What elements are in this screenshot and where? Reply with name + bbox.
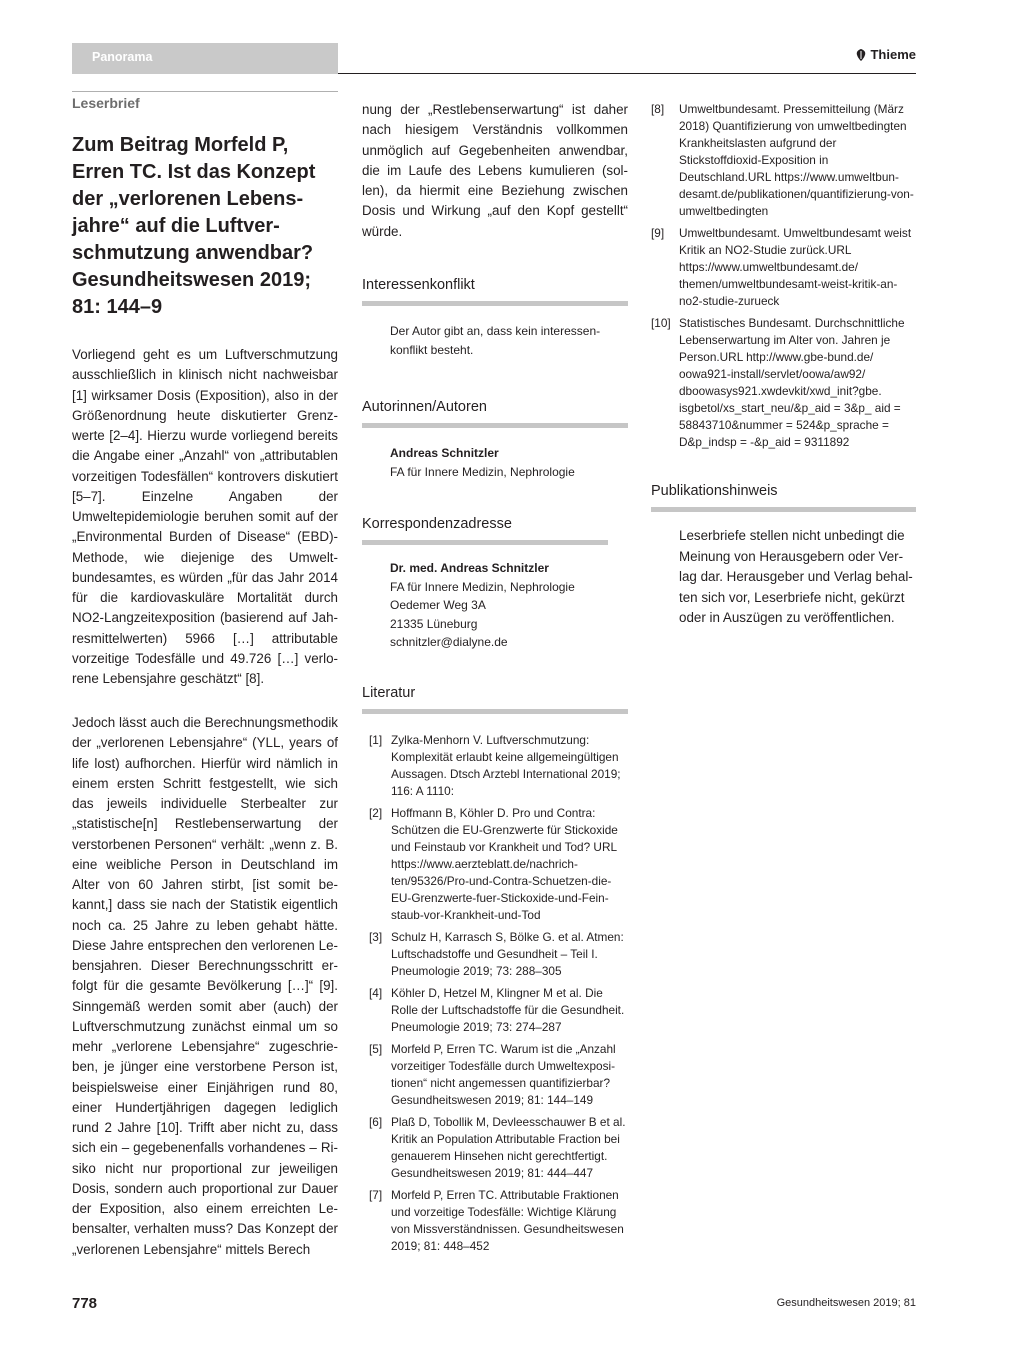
header-rule xyxy=(338,73,916,74)
literature-section xyxy=(362,685,628,714)
reference-number: [5] xyxy=(369,1042,383,1056)
reference-text: Köhler D, Hetzel M, Klingner M et al. Die Rolle der Luftschadstoffe für die Gesundheit. Pneumologie 2019; 73: 274–287 xyxy=(391,986,625,1034)
literature-heading-bar xyxy=(362,709,628,714)
publication-note-heading-bar xyxy=(651,507,916,512)
reference-number: [8] xyxy=(651,102,665,116)
reference-text: Schulz H, Karrasch S, Bölke G. et al. Atmen: Luftschadstoffe und Gesundheit – Teil I. Pneumologie 2019; 73: 288–305 xyxy=(391,930,624,978)
reference-text: Zylka-Menhorn V. Luftverschmutzung: Komplexität erlaubt keine allgemeingültigen Aussagen. Dtsch Arztebl International 2019; 116: A 1110: xyxy=(391,733,621,798)
reference-text: Morfeld P, Erren TC. Warum ist die „Anzahl vorzeitiger Todesfälle durch Umweltexpositionen“ nicht angemessen quantifizierbar? Gesundheitswesen 2019; 81: 144–149 xyxy=(391,1042,616,1107)
reference-text: Umweltbundesamt. Pressemitteilung (März 2018) Quantifizierung von umweltbedingten Krankheitslasten aufgrund der Stickstoffdioxid-Exposition in Deutschland.URL https://www.umweltbundesamt.de/publikationen/quantifizierung-von-umweltbedingten xyxy=(679,102,914,218)
reference-item xyxy=(651,315,916,451)
reference-number: [4] xyxy=(369,986,383,1000)
correspondence-city: 21335 Lüneburg xyxy=(390,616,478,631)
authors-heading: Autorinnen/Autoren xyxy=(362,399,487,415)
reference-item xyxy=(369,1041,627,1109)
reference-item xyxy=(369,1114,627,1182)
reference-number: [10] xyxy=(651,316,671,330)
body-paragraph-2: Jedoch lässt auch die Berechnungsmethodik der „verlorenen Lebensjahre“ (YLL, years of life lost) aufhorchen. Hierfür wird nämlich in einem ersten Schritt festgestellt, wie sich das jeweils individuelle Sterbealter zur „statistische[n] Restlebenserwartung der verstorbenen Personen“ verhält: „wenn z. B. eine weibliche Person in Deutschland im Alter von 60 Jahren stirbt, [ist somit bekannt,] dass sie nach der Statistik eigentlich noch ca. 25 Jahre zu leben gehabt hätte. Diese Jahre entsprechen den verlorenen Lebensjahren. Dieser Berechnungsschritt erfolgt für die gesamte Bevölkerung […]“ [9]. Sinngemäß werden somit aber (auch) der Luftverschmutzung zunächst einmal um so mehr „verlorene Lebensjahre“ zugeschrieben, je jünger eine verstorbene Person ist, beispielsweise einer Einjährigen rund 80, einer Hundertjährigen dagegen lediglich rund 2 Jahre [10]. Trifft aber nicht zu, dass sich ein – gegebenenfalls vorhandenes – Risiko nicht nur proportional zur jeweiligen Dosis, sondern auch proportional zur Dauer der Exposition, also einem erreichten Lebensalter, verhalten muss? Das Konzept der „verlorenen Lebensjahre“ mittels Berech xyxy=(72,715,338,1257)
correspondence-section xyxy=(362,516,628,652)
section-tag-banner xyxy=(72,43,338,74)
publisher-logo xyxy=(856,47,916,62)
journal-citation: Gesundheitswesen 2019; 81 xyxy=(776,1297,916,1309)
conflict-text: Der Autor gibt an, dass kein interessenkonflikt besteht. xyxy=(390,324,601,357)
authors-heading-bar xyxy=(362,423,628,428)
reference-item xyxy=(651,225,916,310)
reference-item xyxy=(369,732,627,800)
reference-text: Umweltbundesamt. Umweltbundesamt weist Kritik an NO2-Studie zurück.URL https://www.umweltbundesamt.de/ themen/umweltbundesamt-weist-kritik-an-no2-studie-zurueck xyxy=(679,226,912,308)
reference-item xyxy=(369,1187,627,1255)
reference-list-col3 xyxy=(651,101,916,456)
reference-text: Plaß D, Tobollik M, Devleesschauwer B et al. Kritik an Population Attributable Fraction bei genauerem Hinsehen nicht gerechtfertigt. Gesundheitswesen 2019; 81: 444–447 xyxy=(391,1115,626,1180)
correspondence-affiliation: FA für Innere Medizin, Nephrologie xyxy=(390,579,575,594)
publication-note-heading: Publikationshinweis xyxy=(651,483,778,499)
reference-item xyxy=(369,985,627,1036)
page-number: 778 xyxy=(72,1295,98,1312)
reference-number: [2] xyxy=(369,806,383,820)
reference-number: [7] xyxy=(369,1188,383,1202)
author-affiliation: FA für Innere Medizin, Nephrologie xyxy=(390,464,575,479)
conflict-heading-bar xyxy=(362,301,628,306)
literature-heading: Literatur xyxy=(362,685,416,701)
reference-text: Statistisches Bundesamt. Durchschnittliche Lebenserwartung im Alter von. Jahren je Person.URL http://www.gbe-bund.de/ oowa921-install/servlet/oowa/aw92/ dboowasys921.xwdevkit/xwd_init?gbe. isgbetol/xs_start_neu/&p_aid = 3&p_ aid = 58843710&nummer = 524&p_sprache = D&p_indsp = -&p_aid = 9311892 xyxy=(679,316,905,449)
article-type-label: Leserbrief xyxy=(72,95,140,111)
publication-note-text: Leserbriefe stellen nicht unbedingt die Meinung von Herausgebern oder Verlag dar. Herausgeber und Verlag behalten sich vor, Leserbriefe nicht, gekürzt oder in Auszügen zu veröffentlichen. xyxy=(679,528,913,625)
article-title: Zum Beitrag Morfeld P, Erren TC. Ist das Konzept der „verlorenen Lebensjahre“ auf die Luftverschmutzung anwendbar? Gesundheitswesen 2019; 81: 144–9 xyxy=(72,134,316,318)
publisher-name: Thieme xyxy=(870,47,916,62)
body-paragraph-2-continued: nung der „Restlebenserwartung“ ist daher nach hiesigem Verständnis vollkommen unmöglich auf Gegebenheiten anwendbar, die im Laufe des Lebens kumulieren (sollen), da hiermit eine Beziehung zwischen Dosis und Wirkung „auf den Kopf gestellt“ würde. xyxy=(362,102,628,239)
reference-number: [6] xyxy=(369,1115,383,1129)
conflict-section xyxy=(362,277,628,359)
reference-list-col2 xyxy=(369,732,627,1260)
conflict-heading: Interessenkonflikt xyxy=(362,277,475,293)
authors-section xyxy=(362,399,628,481)
reference-item xyxy=(369,929,627,980)
correspondence-heading-bar xyxy=(362,540,608,545)
correspondence-street: Oedemer Weg 3A xyxy=(390,598,486,612)
reference-text: Morfeld P, Erren TC. Attributable Fraktionen und vorzeitige Todesfälle: Wichtige Klärung von Missverständnissen. Gesundheitswesen 2019; 81: 448–452 xyxy=(391,1188,624,1253)
reference-text: Hoffmann B, Köhler D. Pro und Contra: Schützen die EU-Grenzwerte für Stickoxide und Feinstaub vor Krankheit und Tod? URL https://www.aerzteblatt.de/nachrichten/95326/Pro-und-Contra-Schuetzen-die-EU-Grenzwerte-fuer-Stickoxide-und-Feinstaub-vor-Krankheit-und-Tod xyxy=(391,806,618,922)
reference-item xyxy=(651,101,916,220)
correspondence-name: Dr. med. Andreas Schnitzler xyxy=(390,561,549,575)
thieme-emblem-icon xyxy=(856,49,866,61)
section-tag: Panorama xyxy=(92,50,153,64)
section-rule xyxy=(72,91,338,92)
reference-number: [3] xyxy=(369,930,383,944)
publication-note-section xyxy=(651,483,916,629)
correspondence-email[interactable]: schnitzler@dialyne.de xyxy=(390,635,508,649)
body-paragraph-1: Vorliegend geht es um Luftverschmutzung ausschließlich in klinisch nicht nachweisbar [1] wirksamer Dosis (Exposition), also in der Größenordnung heute diskutierter Grenzwerte [2–4]. Hierzu wurde vorliegend bereits die Angabe einer „Anzahl“ von „attributablen vorzeitigen Todesfällen“ kontrovers diskutiert [5–7]. Einzelne Angaben der Umweltepidemiologie beruhen somit auf der „Environmental Burden of Disease“ (EBD)-Methode, wie diejenige des Umweltbundesamtes, es würden „für das Jahr 2014 für die kardiovaskuläre Mortalität durch NO2-Langzeitexposition (basierend auf Jahresmittelwerten) 5966 […] attributable vorzeitige Todesfälle und 49.726 […] verlorene Lebensjahre geschätzt“ [8]. xyxy=(72,347,338,686)
correspondence-heading: Korrespondenzadresse xyxy=(362,516,512,532)
reference-number: [1] xyxy=(369,733,383,747)
reference-item xyxy=(369,805,627,924)
author-name: Andreas Schnitzler xyxy=(390,446,499,460)
reference-number: [9] xyxy=(651,226,665,240)
